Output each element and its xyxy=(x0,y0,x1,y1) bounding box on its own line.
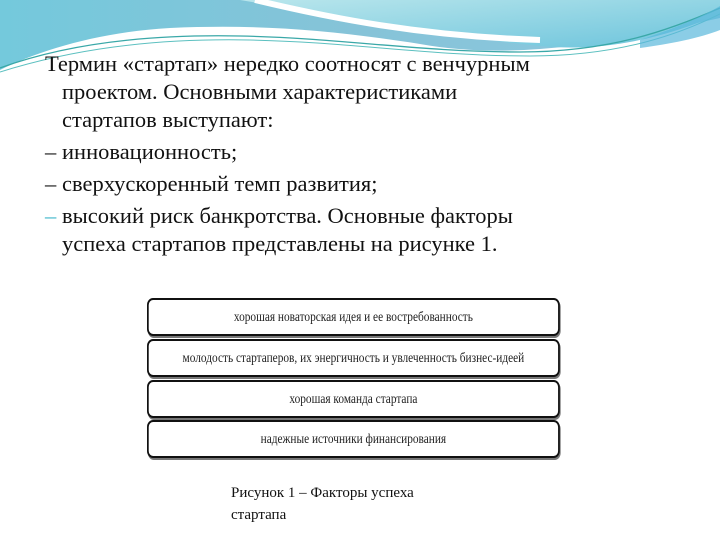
intro-line-2: проектом. Основными характеристиками xyxy=(62,79,458,104)
figure-caption xyxy=(231,482,481,526)
caption-line-1: Рисунок 1 – Факторы успеха xyxy=(231,485,414,501)
intro-line-3: стартапов выступают: xyxy=(62,107,274,132)
factor-label: надежные источники финансирования xyxy=(260,431,447,446)
bullet-text-line-1: высокий риск банкротства. Основные факторы xyxy=(62,203,513,228)
intro-paragraph xyxy=(45,50,705,134)
factor-box-2 xyxy=(147,339,560,377)
factor-label: хорошая новаторская идея и ее востребованность xyxy=(233,309,473,324)
bullet-item-1 xyxy=(45,138,705,166)
success-factors-figure xyxy=(137,282,577,472)
factor-box-4 xyxy=(147,420,560,458)
bullet-text-line-2: успеха стартапов представлены на рисунке 1. xyxy=(62,231,498,256)
caption-line-2: стартапа xyxy=(231,507,287,523)
bullet-text: инновационность; xyxy=(62,139,238,164)
dash-bullet-icon: – xyxy=(45,171,57,196)
factor-box-1 xyxy=(147,298,560,336)
bullet-item-2 xyxy=(45,170,705,198)
bullet-item-3 xyxy=(45,202,705,258)
dash-bullet-icon: – xyxy=(45,139,57,164)
slide-body xyxy=(45,50,705,258)
factor-box-3 xyxy=(147,380,560,418)
dash-bullet-icon: – xyxy=(45,203,57,228)
bullet-text: сверхускоренный темп развития; xyxy=(62,171,378,196)
intro-line-1: Термин «стартап» нередко соотносят с венчурным xyxy=(45,51,530,76)
factor-label: хорошая команда стартапа xyxy=(289,391,418,406)
factor-label: молодость стартаперов, их энергичность и увлеченность бизнес-идеей xyxy=(182,350,525,365)
